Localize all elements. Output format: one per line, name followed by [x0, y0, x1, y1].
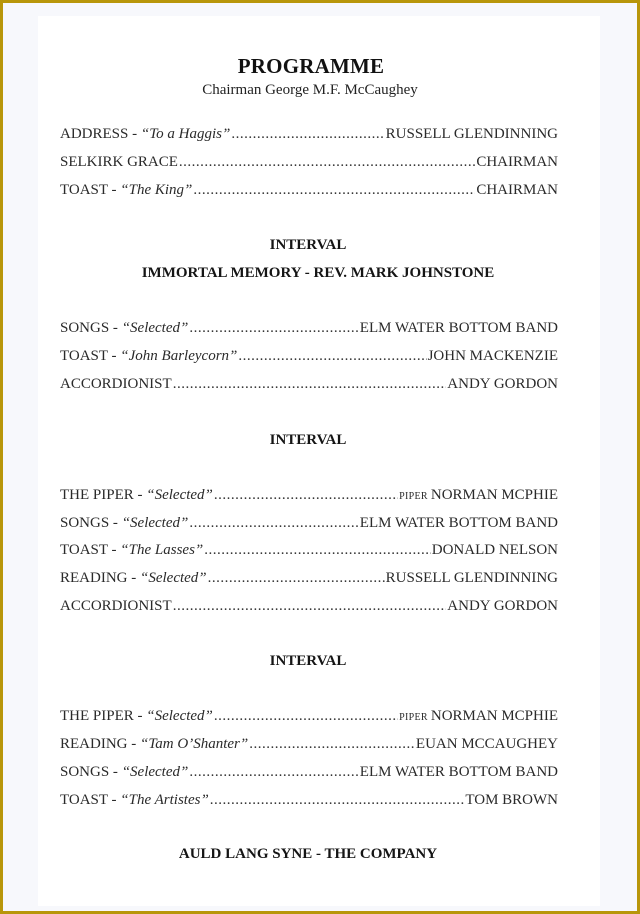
item-work: “Selected”	[121, 515, 189, 531]
item-act: TOAST - “The King”	[60, 182, 193, 198]
item-work: “John Barleycorn”	[120, 348, 238, 364]
dot-leader	[189, 515, 358, 532]
item-work: “Selected”	[121, 764, 189, 780]
programme-item	[60, 736, 558, 753]
item-performer: PIPER NORMAN MCPHIE	[399, 487, 558, 503]
item-work: “Tam O’Shanter”	[140, 736, 249, 752]
item-act: TOAST - “The Artistes”	[60, 792, 209, 808]
item-work: “Selected”	[146, 487, 213, 503]
dot-leader	[189, 764, 358, 781]
programme-item	[60, 376, 558, 393]
programme-item	[60, 515, 558, 532]
item-performer: CHAIRMAN	[476, 154, 558, 170]
interval-heading: INTERVAL	[269, 237, 347, 253]
item-act: ACCORDIONIST	[60, 598, 172, 614]
item-performer: ANDY GORDON	[447, 376, 558, 392]
item-performer: EUAN MCCAUGHEY	[415, 736, 558, 752]
item-performer: ELM WATER BOTTOM BAND	[359, 320, 558, 336]
programme-item	[60, 154, 558, 171]
programme-item	[60, 792, 558, 809]
programme-title: PROGRAMME	[237, 54, 385, 78]
item-work: “To a Haggis”	[140, 126, 231, 142]
item-act: ACCORDIONIST	[60, 376, 172, 392]
dot-leader	[249, 736, 415, 753]
item-performer: PIPER NORMAN MCPHIE	[399, 708, 558, 724]
dot-leader	[214, 487, 398, 504]
dot-leader	[214, 708, 398, 725]
item-work: “The Lasses”	[120, 542, 204, 558]
dot-leader	[173, 598, 447, 615]
item-act: TOAST - “The Lasses”	[60, 542, 204, 558]
dot-leader	[204, 542, 431, 559]
item-act: THE PIPER - “Selected”	[60, 708, 213, 724]
performer-prefix: PIPER	[399, 712, 428, 723]
item-act: READING - “Tam O’Shanter”	[60, 736, 249, 752]
programme-item	[60, 708, 558, 725]
programme-item	[60, 542, 558, 559]
item-performer: ANDY GORDON	[447, 598, 558, 614]
dot-leader	[208, 570, 385, 587]
item-performer: CHAIRMAN	[476, 182, 558, 198]
programme-item	[60, 126, 558, 143]
item-act: ADDRESS - “To a Haggis”	[60, 126, 231, 142]
item-performer: TOM BROWN	[465, 792, 558, 808]
item-work: “Selected”	[140, 570, 207, 586]
interval-heading: INTERVAL	[269, 653, 347, 669]
performer-prefix: PIPER	[399, 491, 428, 502]
dot-leader	[238, 348, 426, 365]
item-work: “The Artistes”	[120, 792, 209, 808]
programme-item	[60, 570, 558, 587]
item-act: READING - “Selected”	[60, 570, 207, 586]
chairman-line: Chairman George M.F. McCaughey	[202, 82, 418, 98]
programme-item	[60, 182, 558, 199]
programme-item	[60, 320, 558, 337]
item-act: SONGS - “Selected”	[60, 320, 189, 336]
item-performer: RUSSELL GLENDINNING	[385, 570, 558, 586]
dot-leader	[179, 154, 475, 171]
programme-item	[60, 764, 558, 781]
dot-leader	[173, 376, 447, 393]
item-act: SONGS - “Selected”	[60, 515, 189, 531]
item-performer: DONALD NELSON	[431, 542, 558, 558]
dot-leader	[231, 126, 384, 143]
interval-heading: INTERVAL	[269, 432, 347, 448]
item-work: “Selected”	[146, 708, 213, 724]
programme-item	[60, 348, 558, 365]
item-performer: ELM WATER BOTTOM BAND	[359, 764, 558, 780]
dot-leader	[193, 182, 475, 199]
item-work: “The King”	[120, 182, 193, 198]
dot-leader	[189, 320, 358, 337]
item-work: “Selected”	[121, 320, 189, 336]
dot-leader	[210, 792, 465, 809]
programme-item	[60, 598, 558, 615]
item-performer: JOHN MACKENZIE	[427, 348, 558, 364]
item-act: TOAST - “John Barleycorn”	[60, 348, 238, 364]
item-performer: RUSSELL GLENDINNING	[385, 126, 558, 142]
item-performer: ELM WATER BOTTOM BAND	[359, 515, 558, 531]
immortal-memory-heading: IMMORTAL MEMORY - REV. MARK JOHNSTONE	[141, 265, 495, 281]
closing-line: AULD LANG SYNE - THE COMPANY	[178, 846, 438, 862]
item-act: SELKIRK GRACE	[60, 154, 178, 170]
item-act: THE PIPER - “Selected”	[60, 487, 213, 503]
programme-item	[60, 487, 558, 504]
item-act: SONGS - “Selected”	[60, 764, 189, 780]
